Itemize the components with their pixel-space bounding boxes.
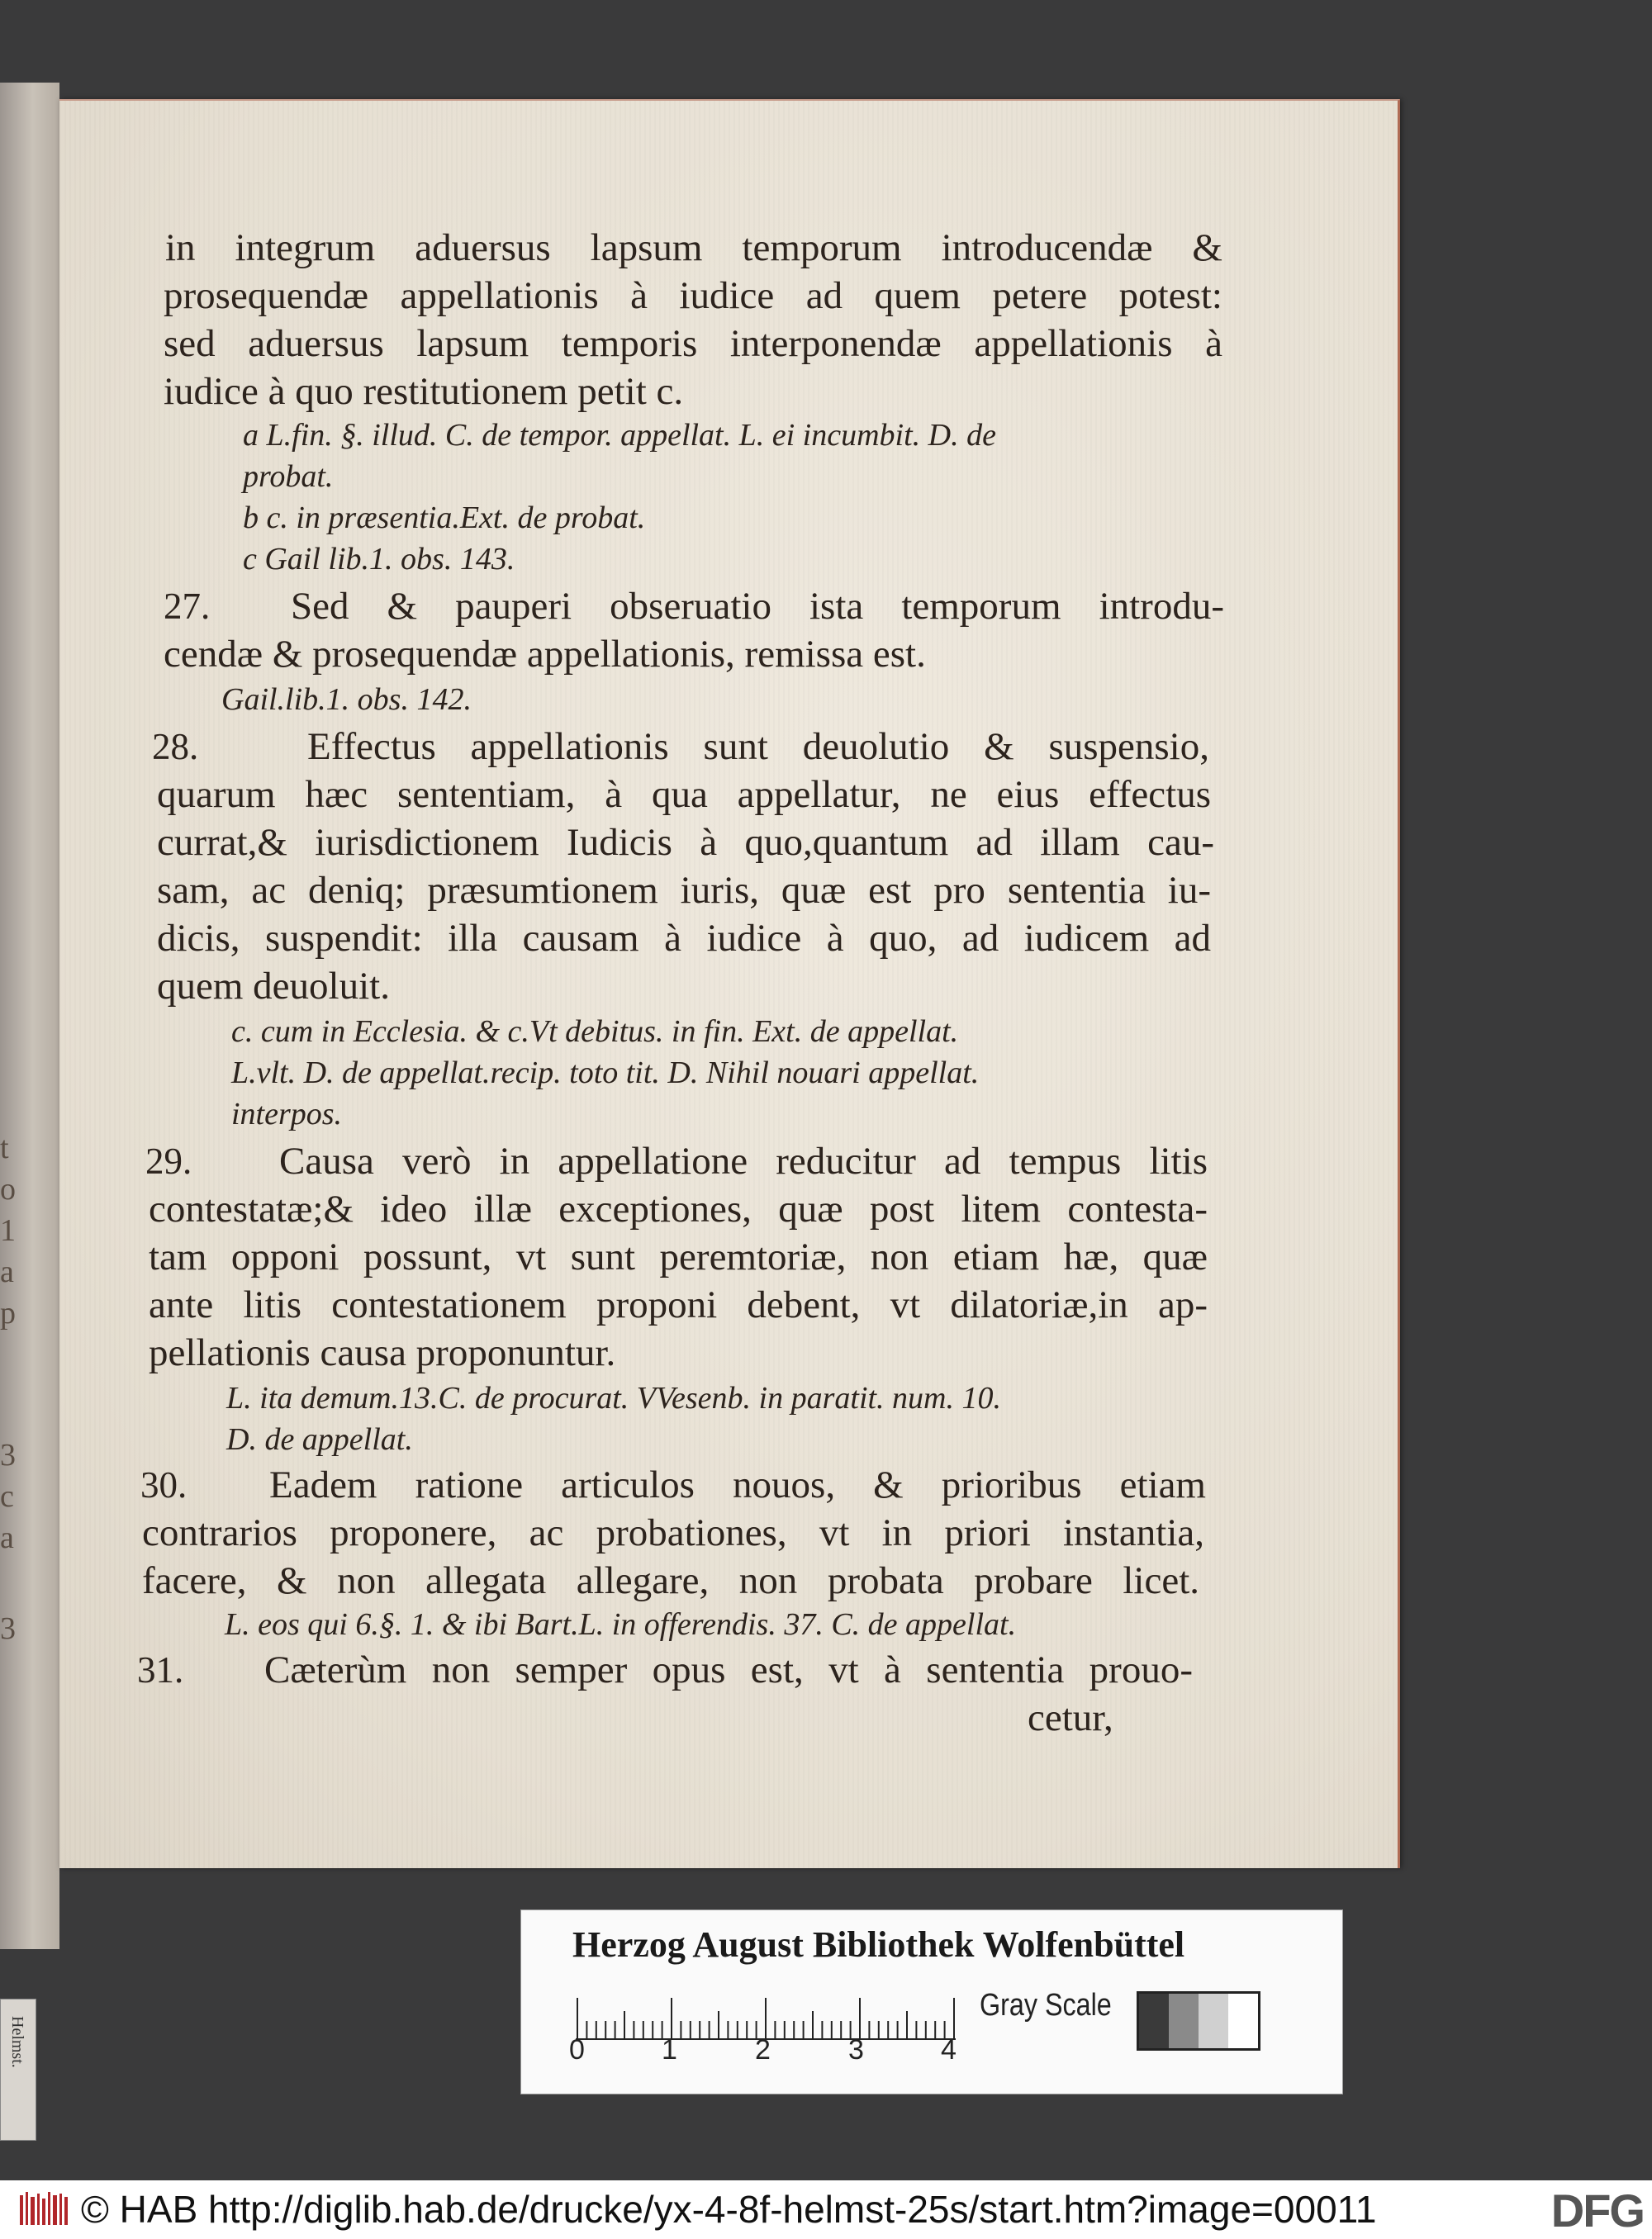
text-line: facere, & non allegata allegare, non probata probare licet.: [142, 1559, 1199, 1602]
gray-patch: [1199, 1994, 1228, 2048]
previous-page-edge: [0, 83, 59, 1949]
section-number: 27.: [164, 586, 211, 627]
text-line: ante litis contestationem proponi debent, vt dilatoriæ,in ap-: [149, 1283, 1208, 1326]
footnote-line: L. ita demum.13.C. de procurat. VVesenb. in paratit. num. 10.: [226, 1381, 1001, 1416]
prev-page-fragment: p: [0, 1296, 16, 1331]
footnote-line: L.vlt. D. de appellat.recip. toto tit. D. Nihil nouari appellat.: [231, 1055, 980, 1090]
section-number: 31.: [137, 1649, 184, 1691]
footnote-line: D. de appellat.: [226, 1422, 413, 1457]
gray-patch: [1139, 1994, 1169, 2048]
ruler-label: 0: [569, 2034, 585, 2066]
gray-patch: [1169, 1994, 1199, 2048]
prev-page-fragment: 1: [0, 1213, 16, 1248]
text-line: sed aduersus lapsum temporis interponendæ appellationis à: [164, 322, 1222, 365]
gray-patch: [1228, 1994, 1258, 2048]
dfg-logo: DFG: [1550, 2184, 1644, 2237]
footnote-line: a L.fin. §. illud. C. de tempor. appellat. L. ei incumbit. D. de: [243, 418, 996, 453]
text-line: contrarios proponere, ac probationes, vt in priori instantia,: [142, 1511, 1204, 1554]
text-line: sam, ac deniq; præsumtionem iuris, quæ est pro sententia iu-: [157, 869, 1211, 912]
ruler-label: 1: [662, 2034, 677, 2066]
footnote-line: c Gail lib.1. obs. 143.: [243, 542, 515, 576]
text-line: iudice à quo restitutionem petit c.: [164, 370, 684, 413]
prev-page-fragment: a: [0, 1255, 14, 1289]
section-number: 30.: [140, 1464, 188, 1506]
text-line: quarum hæc sententiam, à qua appellatur, ne eius effectus: [157, 773, 1211, 816]
text-line: in integrum aduersus lapsum temporum introducendæ &: [165, 226, 1222, 269]
ruler-label: 4: [941, 2034, 957, 2066]
footnote-line: b c. in præsentia.Ext. de probat.: [243, 500, 646, 535]
text-line: Cæterùm non semper opus est, vt à sententia prouo-: [264, 1648, 1193, 1691]
gray-scale-swatch: [1137, 1991, 1260, 2051]
prev-page-fragment: c: [0, 1479, 14, 1514]
shelfmark-label: [0, 1999, 36, 2141]
page-text: [59, 101, 1398, 1868]
text-line: Sed & pauperi obseruatio ista temporum introdu-: [291, 585, 1224, 628]
ruler-scale: [576, 1993, 967, 2051]
text-line: Effectus appellationis sunt deuolutio & suspensio,: [307, 725, 1209, 768]
text-line: pellationis causa proponuntur.: [149, 1331, 616, 1374]
prev-page-fragment: 3: [0, 1438, 16, 1473]
text-line: Causa verò in appellatione reducitur ad tempus litis: [279, 1140, 1208, 1183]
footnote-line: L. eos qui 6.§. 1. & ibi Bart.L. in offerendis. 37. C. de appellat.: [225, 1607, 1017, 1642]
text-line: quem deuoluit.: [157, 965, 390, 1008]
text-line: dicis, suspendit: illa causam à iudice à quo, ad iudicem ad: [157, 917, 1211, 960]
card-title: Herzog August Bibliothek Wolfenbüttel: [572, 1924, 1185, 1965]
prev-page-fragment: o: [0, 1172, 16, 1207]
shelfmark-label-text: Helmst.: [8, 2016, 26, 2068]
footer-url[interactable]: © HAB http://diglib.hab.de/drucke/yx-4-8f-helmst-25s/start.htm?image=00011: [81, 2188, 1377, 2231]
footnote-line: interpos.: [231, 1097, 343, 1131]
ruler-label: 2: [755, 2034, 771, 2066]
text-line: tam opponi possunt, vt sunt peremtoriæ, non etiam hæ, quæ: [149, 1236, 1208, 1278]
text-line: contestatæ;& ideo illæ exceptiones, quæ post litem contesta-: [149, 1188, 1208, 1231]
section-number: 29.: [145, 1141, 192, 1182]
library-barcode-icon: [17, 2189, 69, 2230]
book-page: [59, 99, 1400, 1868]
text-line: prosequendæ appellationis à iudice ad quem petere potest:: [164, 274, 1222, 317]
gray-scale-label: Gray Scale: [980, 1988, 1112, 2023]
text-line: Eadem ratione articulos nouos, & prioribus etiam: [269, 1463, 1206, 1506]
prev-page-fragment: 3: [0, 1611, 16, 1646]
footnote-line: c. cum in Ecclesia. & c.Vt debitus. in fin. Ext. de appellat.: [231, 1014, 959, 1049]
prev-page-fragment: t: [0, 1131, 9, 1165]
footer-bar: [0, 2180, 1652, 2239]
footnote-line: probat.: [243, 459, 334, 494]
ruler-label: 3: [848, 2034, 864, 2066]
footnote-line: Gail.lib.1. obs. 142.: [221, 682, 472, 717]
text-line: currat,& iurisdictionem Iudicis à quo,quantum ad illam cau-: [157, 821, 1214, 864]
prev-page-fragment: a: [0, 1520, 14, 1555]
text-line: cendæ & prosequendæ appellationis, remissa est.: [164, 633, 926, 676]
catchword: cetur,: [1028, 1696, 1113, 1739]
calibration-card: [520, 1909, 1343, 2094]
section-number: 28.: [152, 726, 199, 767]
